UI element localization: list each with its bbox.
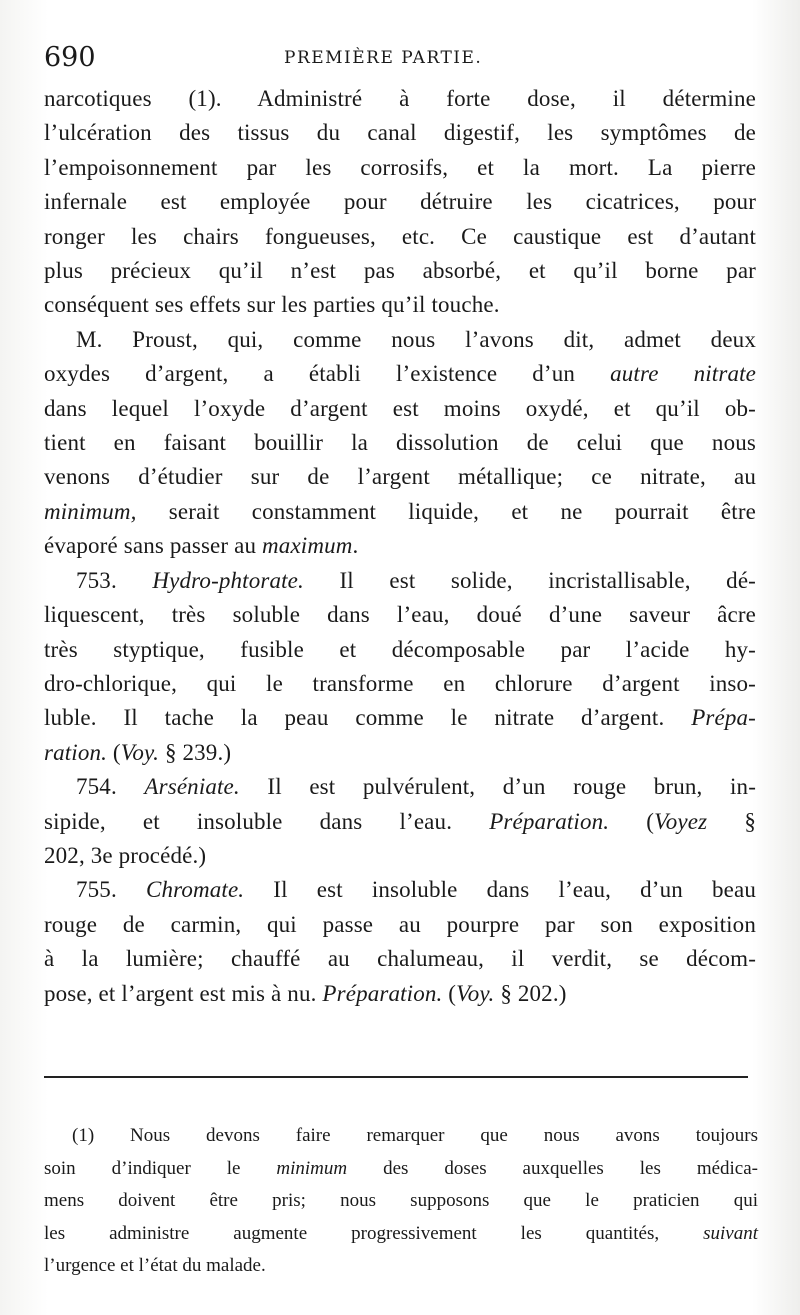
page-number: 690 <box>44 42 96 73</box>
section-title: Hydro-phtorate. <box>152 567 304 593</box>
footnote-line: (1) Nous devons faire remarquer que nous avons toujours <box>72 1125 758 1146</box>
italic-term: autre nitrate <box>610 361 756 387</box>
text-line: 202, 3e procédé.) <box>44 842 207 868</box>
text-line: rouge de carmin, qui passe au pourpre par son exposition <box>44 911 756 937</box>
footnote-line: mens doivent être pris; nous supposons que le praticien qui <box>44 1190 758 1211</box>
italic-term: Voyez <box>654 808 708 834</box>
text-line: sipide, et insoluble dans l’eau. Préparation. (Voyez § <box>44 808 756 834</box>
main-text <box>44 82 756 1011</box>
text-line: venons d’étudier sur de l’argent métallique; ce nitrate, au <box>44 464 756 490</box>
italic-term: ration. <box>44 739 108 765</box>
footnote-line: les administre augmente progressivement les quantités, suivant <box>44 1222 758 1244</box>
section-754: 754. Arséniate. Il est pulvérulent, d’un rouge brun, in- <box>76 774 756 800</box>
section-title: Arséniate. <box>144 774 240 800</box>
text-line: liquescent, très soluble dans l’eau, doué d’une saveur âcre <box>44 602 756 628</box>
text-line: l’empoisonnement par les corrosifs, et la mort. La pierre <box>44 154 756 180</box>
italic-term: Préparation. <box>489 808 610 834</box>
text-line: plus précieux qu’il n’est pas absorbé, et qu’il borne par <box>44 258 756 284</box>
italic-term: Voy. <box>456 980 495 1006</box>
section-755: 755. Chromate. Il est insoluble dans l’eau, d’un beau <box>76 877 757 903</box>
text-line: narcotiques (1). Administré à forte dose, il détermine <box>44 86 756 111</box>
text-line: infernale est employée pour détruire les cicatrices, pour <box>44 189 756 215</box>
text-line: luble. Il tache la peau comme le nitrate d’argent. Prépa- <box>44 705 756 731</box>
text-line: évaporé sans passer au maximum. <box>44 533 359 559</box>
text-line: à la lumière; chauffé au chalumeau, il verdit, se décom- <box>44 946 756 972</box>
italic-term: Préparation. <box>322 980 443 1006</box>
italic-term: Prépa- <box>691 705 756 731</box>
footnote-line: l’urgence et l’état du malade. <box>44 1255 266 1276</box>
page-header <box>44 40 756 80</box>
text-line: dans lequel l’oxyde d’argent est moins oxydé, et qu’il ob- <box>44 395 756 421</box>
text-line: ration. (Voy. § 239.) <box>44 739 232 765</box>
italic-term: Voy. <box>120 739 160 765</box>
footnote-divider <box>44 1076 748 1078</box>
text-line: M. Proust, qui, comme nous l’avons dit, admet deux <box>76 326 756 352</box>
text-line: dro-chlorique, qui le transforme en chlorure d’argent inso- <box>44 670 756 696</box>
section-753: 753. Hydro-phtorate. Il est solide, incristallisable, dé- <box>76 567 756 593</box>
section-title: Chromate. <box>145 877 245 903</box>
text-line: conséquent ses effets sur les parties qu’il touche. <box>44 292 500 318</box>
italic-term: minimum, <box>44 498 137 524</box>
footnote-line: soin d’indiquer le minimum des doses auxquelles les médica- <box>44 1157 759 1179</box>
text-line: ronger les chairs fongueuses, etc. Ce caustique est d’autant <box>44 223 756 249</box>
text-line: l’ulcération des tissus du canal digestif, les symptômes de <box>44 120 756 146</box>
text-line: très styptique, fusible et décomposable par l’acide hy- <box>44 636 756 662</box>
text-line: minimum, serait constamment liquide, et ne pourrait être <box>44 498 756 524</box>
text-line: oxydes d’argent, a établi l’existence d’un autre nitrate <box>44 361 756 387</box>
italic-term: maximum <box>262 533 353 559</box>
text-line: tient en faisant bouillir la dissolution de celui que nous <box>44 430 756 456</box>
running-head: PREMIÈRE PARTIE. <box>284 48 483 68</box>
footnote <box>44 1120 758 1283</box>
italic-term: suivant <box>703 1222 758 1244</box>
text-line: pose, et l’argent est mis à nu. Préparation. (Voy. § 202.) <box>44 980 567 1006</box>
italic-term: minimum <box>276 1157 348 1179</box>
